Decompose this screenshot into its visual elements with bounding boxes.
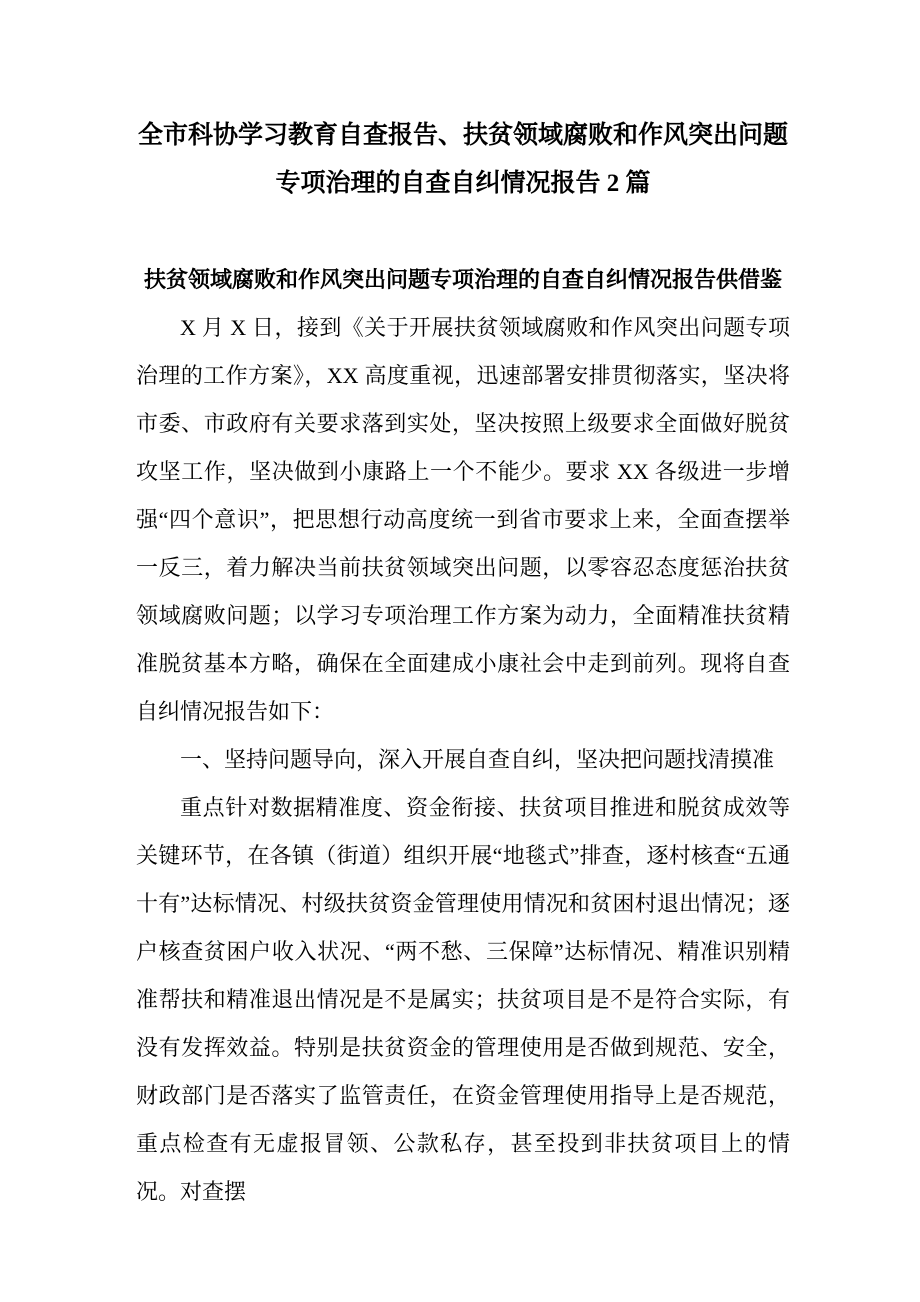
page-title-line-1: 全市科协学习教育自查报告、扶贫领域腐败和作风突出问题 — [137, 122, 788, 149]
page-title-line-2: 专项治理的自查自纠情况报告 2 篇 — [275, 170, 651, 197]
paragraph-intro: X 月 X 日，接到《关于开展扶贫领域腐败和作风突出问题专项治理的工作方案》，XX 高度重视，迅速部署安排贯彻落实，坚决将市委、市政府有关要求落到实处，坚决按照上级要求全面做好脱贫攻坚工作，坚决做到小康路上一个不能少。要求 XX 各级进一步增强“四个意识”，把思想行动高度统一到省市要求上来，全面查摆举一反三，着力解决当前扶贫领域突出问题，以零容忍态度惩治扶贫领域腐败问题；以学习专项治理工作方案为动力，全面精准扶贫精准脱贫基本方略，确保在全面建成小康社会中走到前列。现将自查自纠情况报告如下： — [136, 315, 790, 724]
section-heading: 扶贫领域腐败和作风突出问题专项治理的自查自纠情况报告供借鉴 — [143, 267, 782, 292]
list-heading-one: 一、坚持问题导向，深入开展自查自纠，坚决把问题找清摸准 — [180, 747, 775, 772]
paragraph-self-inspection: 重点针对数据精准度、资金衔接、扶贫项目推进和脱贫成效等关键环节，在各镇（街道）组织开展“地毯式”排查，逐村核查“五通十有”达标情况、村级扶贫资金管理使用情况和贫困村退出情况；逐户核查贫困户收入状况、“两不愁、三保障”达标情况、精准识别精准帮扶和精准退出情况是不是属实；扶贫项目是不是符合实际，有没有发挥效益。特别是扶贫资金的管理使用是否做到规范、安全，财政部门是否落实了监管责任，在资金管理使用指导上是否规范，重点检查有无虚报冒领、公款私存，甚至投到非扶贫项目上的情况。对查摆 — [136, 795, 790, 1204]
page-title — [136, 112, 790, 208]
